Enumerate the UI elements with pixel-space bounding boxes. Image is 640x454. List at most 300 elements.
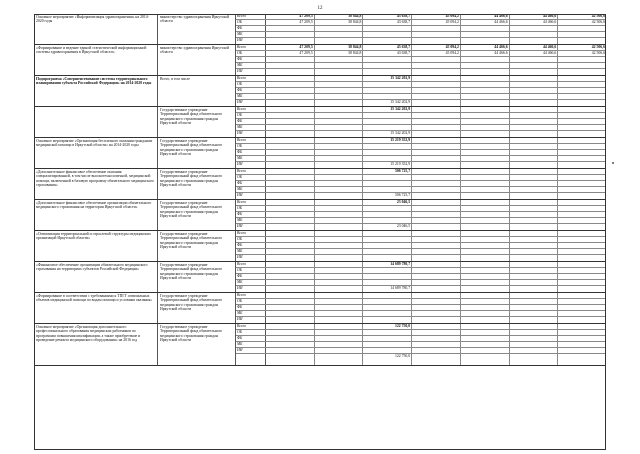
table-row	[236, 255, 606, 261]
amount-cell	[510, 57, 559, 62]
amount-cell	[315, 32, 364, 37]
amount-cell	[461, 26, 510, 31]
amount-cell	[412, 243, 461, 248]
amount-cell	[510, 243, 559, 248]
amount-cell	[315, 324, 364, 329]
amount-cell	[266, 69, 315, 75]
amount-cell	[412, 311, 461, 316]
amount-cell	[510, 354, 559, 365]
amount-cell	[266, 150, 315, 155]
amount-cell	[461, 354, 510, 365]
table-row	[236, 224, 606, 230]
amount-cell	[510, 100, 559, 106]
amount-cell	[461, 262, 510, 267]
funding-source: ФБ	[236, 274, 266, 279]
amount-cell	[315, 299, 364, 304]
amount-cell	[266, 181, 315, 186]
amount-cell	[363, 206, 412, 211]
amount-cell	[315, 94, 364, 99]
amount-cell	[363, 330, 412, 335]
funding-source: ОБ	[236, 299, 266, 304]
amount-cell	[266, 131, 315, 137]
table-block	[34, 324, 606, 366]
amount-cell	[315, 262, 364, 267]
amount-cell	[412, 82, 461, 87]
table-block	[34, 200, 606, 231]
amount-cell	[412, 348, 461, 353]
amount-cell: 44 466,6	[510, 14, 559, 19]
amount-cell	[510, 249, 559, 254]
table-block	[34, 169, 606, 200]
amount-cell	[363, 311, 412, 316]
amount-cell: 45 094,2	[412, 45, 461, 50]
amount-cell	[461, 94, 510, 99]
amount-cell	[558, 200, 606, 205]
budget-table	[34, 14, 606, 366]
amount-cell	[412, 131, 461, 137]
amount-cell	[363, 280, 412, 285]
amount-cell	[363, 63, 412, 68]
amount-cell	[266, 82, 315, 87]
amount-cell	[558, 156, 606, 161]
amount-cell: 43 638,7	[363, 20, 412, 25]
program-name: Основное мероприятие «Информатизация здравоохранения» на 2014-2020 годы	[34, 14, 158, 44]
table-block	[34, 262, 606, 293]
amount-cell	[315, 212, 364, 217]
amount-cell	[510, 224, 559, 230]
amount-cell	[558, 243, 606, 248]
amount-cell: 15 342 202,9	[363, 100, 412, 106]
amount-cell: 38 844,8	[315, 20, 364, 25]
funding-source: ОБ	[236, 144, 266, 149]
amount-cell	[558, 26, 606, 31]
amount-cell	[461, 243, 510, 248]
amount-cell	[315, 255, 364, 261]
table-block	[34, 293, 606, 324]
amount-cell	[315, 249, 364, 254]
amount-cell	[510, 138, 559, 143]
funding-source: МБ	[236, 187, 266, 192]
amount-cell	[558, 100, 606, 106]
amount-cell	[510, 113, 559, 118]
amount-cell	[315, 200, 364, 205]
amount-cell	[510, 69, 559, 75]
funding-source: ИИ	[236, 131, 266, 137]
funding-source: ИИ	[236, 255, 266, 261]
amount-cell	[558, 138, 606, 143]
amount-cell	[315, 243, 364, 248]
amount-cell	[558, 38, 606, 44]
amount-cell	[315, 38, 364, 44]
amount-cell	[315, 224, 364, 230]
amount-cell	[266, 255, 315, 261]
amount-cell	[461, 82, 510, 87]
funding-source: МБ	[236, 218, 266, 223]
amount-cell	[363, 317, 412, 323]
funding-source: Всего	[236, 231, 266, 236]
amount-cell	[315, 69, 364, 75]
amount-cell	[266, 88, 315, 93]
amount-cell	[412, 138, 461, 143]
amount-cell	[510, 200, 559, 205]
amount-cell	[315, 138, 364, 143]
amount-cell	[412, 187, 461, 192]
amount-cell	[558, 144, 606, 149]
amount-cell	[510, 218, 559, 223]
amount-cell	[363, 38, 412, 44]
amount-cell	[461, 144, 510, 149]
amount-cell: 15 219 352,9	[363, 162, 412, 168]
amount-cell	[363, 119, 412, 124]
amount-cell	[412, 342, 461, 347]
amount-cell	[461, 324, 510, 329]
funding-source: ИИ	[236, 317, 266, 323]
amount-cell	[510, 187, 559, 192]
funding-source: МБ	[236, 249, 266, 254]
amount-cell	[315, 311, 364, 316]
program-name: «Финансовое обеспечение организации обязательного медицинского страхования на территориях субъектов Российской Федерации»	[34, 262, 158, 292]
amount-cell	[315, 330, 364, 335]
amount-cell: 15 342 202,9	[363, 131, 412, 137]
amount-cell	[510, 107, 559, 112]
table-block	[34, 14, 606, 45]
table-row	[236, 193, 606, 199]
amount-cell	[510, 76, 559, 81]
program-name: Основное мероприятие «Организация дополнительного профессионального образования медицинских работников по программам повышения квалификации, а также приобретение и проведение ремонта медицинского оборудования» на 2016 год	[34, 324, 158, 365]
amount-cell	[461, 218, 510, 223]
amount-cell	[315, 193, 364, 199]
amount-cell	[510, 63, 559, 68]
amount-cell	[510, 317, 559, 323]
funding-source: ОБ	[236, 206, 266, 211]
table-row	[236, 354, 606, 365]
amount-cell	[412, 224, 461, 230]
amount-cell	[315, 162, 364, 168]
executor-name: Государственное учреждение Территориальный фонд обязательного медицинского страхования граждан Иркутской области	[158, 200, 236, 230]
amount-cell	[412, 286, 461, 292]
funding-source: ФБ	[236, 88, 266, 93]
funding-source: МБ	[236, 125, 266, 130]
amount-cell	[558, 187, 606, 192]
amount-cell: 42 506,6	[591, 14, 606, 18]
table-row	[236, 69, 606, 75]
amount-cell	[510, 26, 559, 31]
amount-cell	[558, 218, 606, 223]
amount-cell	[412, 162, 461, 168]
amount-cell	[461, 162, 510, 168]
amount-cell: 14 689 780,7	[363, 286, 412, 292]
executor-name: Государственное учреждение Территориальный фонд обязательного медицинского страхования граждан Иркутской области	[158, 138, 236, 168]
amount-cell	[510, 38, 559, 44]
funding-source: Всего	[236, 138, 266, 143]
amount-cell	[461, 69, 510, 75]
amount-cell	[266, 268, 315, 273]
funding-source: Всего	[236, 14, 266, 19]
amount-cell	[558, 57, 606, 62]
amount-cell	[363, 342, 412, 347]
program-name	[34, 107, 158, 137]
funding-source: ИИ	[236, 38, 266, 44]
program-name: Подпрограмма «Совершенствование системы территориального планирования субъекта Российской Федерации» на 2014-2020 годы	[34, 76, 158, 106]
amount-cell	[266, 249, 315, 254]
amount-cell	[315, 274, 364, 279]
amount-cell	[363, 94, 412, 99]
amount-cell	[510, 162, 559, 168]
amount-cell	[315, 76, 364, 81]
amount-cell	[558, 88, 606, 93]
amount-cell	[266, 138, 315, 143]
funding-source: МБ	[236, 342, 266, 347]
amount-cell	[412, 63, 461, 68]
amount-cell	[558, 274, 606, 279]
amount-cell	[412, 324, 461, 329]
amount-cell	[266, 262, 315, 267]
funding-source: ОБ	[236, 82, 266, 87]
amount-cell	[266, 200, 315, 205]
amount-cell	[558, 113, 606, 118]
amount-cell	[510, 131, 559, 137]
amount-cell	[461, 175, 510, 180]
amount-cell	[558, 336, 606, 341]
funding-source: ФБ	[236, 336, 266, 341]
funding-source: Всего	[236, 45, 266, 50]
amount-cell: 43 638,7	[363, 45, 412, 50]
amount-cell	[412, 32, 461, 37]
amount-cell	[558, 280, 606, 285]
amount-cell	[461, 274, 510, 279]
funding-source: ОБ	[236, 330, 266, 335]
amount-cell	[412, 274, 461, 279]
amount-cell	[558, 299, 606, 304]
amount-cell	[558, 249, 606, 254]
amount-cell	[510, 231, 559, 236]
amount-cell	[510, 262, 559, 267]
amount-cell	[461, 63, 510, 68]
funding-source: МБ	[236, 32, 266, 37]
table-row	[236, 38, 606, 44]
funding-source: ФБ	[236, 57, 266, 62]
amount-cell	[510, 348, 559, 353]
amount-cell: 38 844,8	[315, 14, 364, 19]
amount-cell	[412, 305, 461, 310]
table-block	[34, 231, 606, 262]
amount-cell	[315, 88, 364, 93]
amount-cell	[315, 336, 364, 341]
amount-cell	[266, 237, 315, 242]
amount-cell	[510, 342, 559, 347]
amount-cell	[363, 336, 412, 341]
amount-cell: 47 209,5	[266, 20, 315, 25]
amount-cell	[266, 317, 315, 323]
table-block	[34, 138, 606, 169]
amount-cell	[266, 354, 315, 365]
amount-cell	[558, 119, 606, 124]
amount-cell	[558, 63, 606, 68]
amount-cell	[461, 299, 510, 304]
amount-cell	[315, 125, 364, 130]
program-name: «Формирование в соответствии с требованиями к ТПГГ оптимальных объемов медицинской помощи по видам помощи и условиям оказания»	[34, 293, 158, 323]
amount-cell	[412, 255, 461, 261]
amount-cell	[461, 100, 510, 106]
amount-cell: 44 466,6	[510, 51, 559, 56]
table-block	[34, 107, 606, 138]
amount-cell	[510, 311, 559, 316]
amount-cell	[266, 32, 315, 37]
amount-cell	[461, 305, 510, 310]
amount-cell	[266, 94, 315, 99]
amount-cell: 42 506,6	[591, 45, 606, 49]
amount-cell	[558, 348, 606, 353]
amount-cell	[510, 237, 559, 242]
program-name: «Формирование и ведение единой статистической информационной системы здравоохранения в Иркутской области»	[34, 45, 158, 75]
amount-cell	[510, 206, 559, 211]
amount-cell: 44 466,6	[510, 20, 559, 25]
amount-cell	[510, 144, 559, 149]
amount-cell	[266, 63, 315, 68]
amount-cell	[461, 119, 510, 124]
funding-source: ФБ	[236, 150, 266, 155]
amount-cell	[412, 57, 461, 62]
amount-cell	[315, 169, 364, 174]
amount-cell	[315, 280, 364, 285]
amount-cell	[363, 57, 412, 62]
amount-cell	[266, 113, 315, 118]
amount-cell	[363, 88, 412, 93]
amount-cell	[461, 348, 510, 353]
amount-cell	[363, 125, 412, 130]
executor-name: Государственное учреждение Территориальный фонд обязательного медицинского страхования граждан Иркутской области	[158, 231, 236, 261]
amount-cell	[461, 255, 510, 261]
amount-cell	[461, 293, 510, 298]
amount-cell	[363, 299, 412, 304]
funding-source: ФБ	[236, 212, 266, 217]
amount-cell	[363, 32, 412, 37]
amount-cell	[510, 175, 559, 180]
executor-name: Государственное учреждение Территориальный фонд обязательного медицинского страхования граждан Иркутской области	[158, 169, 236, 199]
amount-cell: 15 342 202,9	[363, 76, 412, 81]
page-number: 12	[317, 6, 323, 11]
amount-cell	[461, 224, 510, 230]
amount-cell	[412, 317, 461, 323]
amount-cell	[558, 237, 606, 242]
amount-cell	[461, 286, 510, 292]
amount-cell	[266, 76, 315, 81]
amount-cell	[266, 57, 315, 62]
amount-cell	[558, 193, 606, 199]
amount-cell	[510, 330, 559, 335]
amount-cell	[510, 255, 559, 261]
amount-cell	[461, 330, 510, 335]
amount-cell	[266, 26, 315, 31]
amount-cell	[558, 231, 606, 236]
amount-cell	[412, 150, 461, 155]
amount-cell	[558, 262, 606, 267]
amount-cell	[510, 268, 559, 273]
amount-cell	[363, 268, 412, 273]
amount-cell	[266, 274, 315, 279]
amount-cell	[558, 311, 606, 316]
amount-cell	[315, 107, 364, 112]
amount-cell	[558, 293, 606, 298]
amount-cell	[266, 125, 315, 130]
funding-source: ОБ	[236, 268, 266, 273]
amount-cell: 23 046,5	[363, 200, 412, 205]
program-name: «Дополнительное финансовое обеспечение оказания специализированной, в том числе высокотехнологичной, медицинской помощи, включенной в базовую программу обязательного медицинского страхования»	[34, 169, 158, 199]
amount-cell	[315, 342, 364, 347]
amount-cell	[363, 69, 412, 75]
amount-cell	[412, 280, 461, 285]
amount-cell	[266, 169, 315, 174]
table-row	[236, 162, 606, 168]
amount-cell	[510, 119, 559, 124]
amount-cell	[266, 100, 315, 106]
amount-cell	[558, 94, 606, 99]
amount-cell: 43 638,7	[363, 14, 412, 19]
amount-cell	[412, 249, 461, 254]
amount-cell: 47 209,5	[266, 51, 315, 56]
funding-source	[236, 354, 266, 365]
amount-cell	[558, 125, 606, 130]
amount-cell	[510, 150, 559, 155]
executor-name: министерство здравоохранения Иркутской области	[158, 45, 236, 75]
amount-cell	[266, 206, 315, 211]
amount-cell	[363, 150, 412, 155]
amount-cell	[412, 231, 461, 236]
amount-cell	[363, 274, 412, 279]
amount-cell	[315, 218, 364, 223]
amount-cell	[558, 82, 606, 87]
amount-cell	[266, 293, 315, 298]
amount-cell	[510, 274, 559, 279]
amount-cell	[315, 144, 364, 149]
amount-cell	[315, 286, 364, 292]
amount-cell	[510, 88, 559, 93]
amount-cell: 47 209,5	[266, 45, 315, 50]
amount-cell	[510, 305, 559, 310]
amount-cell	[461, 76, 510, 81]
amount-cell	[461, 38, 510, 44]
amount-cell	[558, 330, 606, 335]
amount-cell	[461, 336, 510, 341]
amount-cell	[510, 193, 559, 199]
amount-cell	[315, 150, 364, 155]
amount-cell	[510, 286, 559, 292]
amount-cell	[558, 206, 606, 211]
amount-cell	[558, 32, 606, 37]
amount-cell	[363, 305, 412, 310]
amount-cell	[363, 293, 412, 298]
amount-cell	[363, 255, 412, 261]
amount-cell	[461, 125, 510, 130]
amount-cell	[412, 200, 461, 205]
amount-cell	[266, 231, 315, 236]
amount-cell	[412, 330, 461, 335]
amount-cell	[266, 243, 315, 248]
amount-cell: 506 725,7	[363, 169, 412, 174]
amount-cell	[315, 131, 364, 137]
funding-source: ИИ	[236, 69, 266, 75]
amount-cell	[363, 144, 412, 149]
amount-cell	[461, 88, 510, 93]
amount-cell: 44 466,6	[461, 20, 510, 25]
amount-cell: 44 466,6	[510, 45, 559, 50]
amount-cell	[412, 175, 461, 180]
amount-cell	[363, 113, 412, 118]
funding-source: ОБ	[236, 113, 266, 118]
amount-cell	[363, 26, 412, 31]
amount-cell	[412, 38, 461, 44]
amount-cell	[558, 69, 606, 75]
